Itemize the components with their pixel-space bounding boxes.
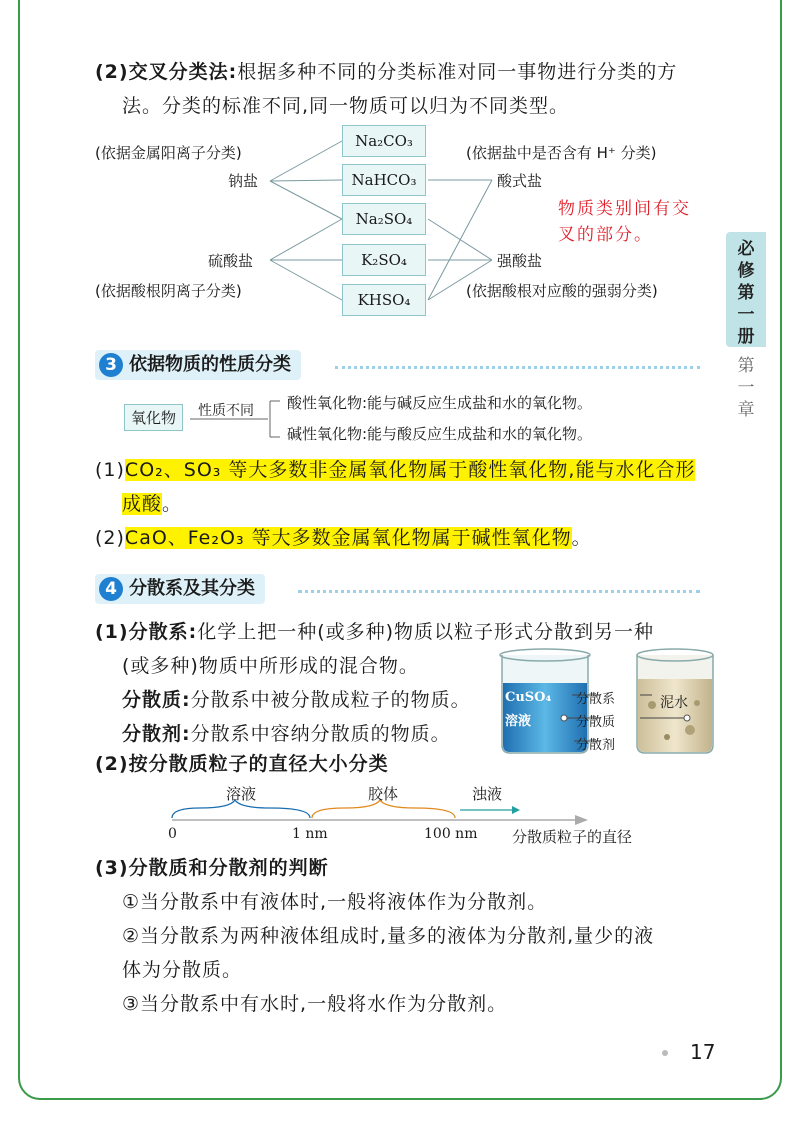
volume-char: 一 (737, 305, 755, 325)
rule-2: ②当分散系为两种液体组成时,量多的液体为分散剂,量少的液 (122, 925, 655, 947)
judge-title: 分散质和分散剂的判断 (128, 857, 329, 879)
item-2-highlight: CaO、Fe₂O₃ 等大多数金属氧化物属于碱性氧化物 (124, 527, 572, 549)
note-metal-cation: (依据金属阳离子分类) (95, 144, 242, 162)
item-1-highlight-1: CO₂、SO₃ 等大多数非金属氧化物属于酸性氧化物,能与水化合形 (124, 459, 696, 481)
page-number: 17 (690, 1040, 716, 1064)
formula-box-k2so4: K₂SO₄ (342, 244, 426, 276)
item-1-highlight-2: 成酸 (122, 493, 163, 515)
range-suspension: 浊液 (472, 785, 503, 803)
item-2-end: 。 (571, 527, 592, 549)
rule-2-cont: 体为分散质。 (122, 959, 243, 981)
rule-1: ①当分散系中有液体时,一般将液体作为分散剂。 (122, 891, 548, 913)
handwritten-note-line-1: 物质类别间有交 (558, 199, 691, 219)
volume-char: 修 (737, 261, 755, 281)
oxide-label: 氧化物 (124, 404, 183, 431)
chapter-char: 第 (737, 356, 755, 376)
note-h-plus: (依据盐中是否含有 H⁺ 分类) (466, 144, 657, 162)
size-num: (2) (95, 753, 129, 775)
label-dispersion-medium: 分散剂 (576, 738, 616, 753)
section-4-divider (298, 590, 700, 593)
formula-box-nahco3: NaHCO₃ (342, 164, 426, 196)
section-3-item-1 (95, 452, 695, 488)
judgement-title (95, 850, 329, 886)
beaker-cuso4-label: CuSO₄ (505, 690, 552, 705)
note-acid-strength: (依据酸根对应酸的强弱分类) (466, 282, 658, 300)
dispersion-def-line-2: (或多种)物质中所形成的混合物。 (122, 655, 419, 677)
handwritten-note-line-2: 叉的部分。 (558, 225, 653, 245)
cross-text-1: 根据多种不同的分类标准对同一事物进行分类的方 (237, 61, 678, 83)
section-3-title: 依据物质的性质分类 (95, 350, 301, 380)
formula-box-na2co3: Na₂CO₃ (342, 125, 426, 157)
cross-line-2: 法。分类的标准不同,同一物质可以归为不同类型。 (122, 95, 570, 117)
label-dispersed-phase: 分散质 (576, 715, 616, 730)
section-3-number: 3 (99, 353, 123, 377)
label-sulfate: 硫酸盐 (208, 252, 254, 270)
solute-def (122, 682, 471, 718)
volume-char: 第 (737, 283, 755, 303)
chapter-char: 一 (737, 378, 755, 398)
formula-box-khso4: KHSO₄ (342, 284, 426, 316)
solute-text: 分散系中被分散成粒子的物质。 (190, 689, 471, 711)
def-text-1: 化学上把一种(或多种)物质以粒子形式分散到另一种 (197, 621, 655, 643)
tick-0: 0 (168, 826, 177, 842)
cross-num: (2) (95, 61, 129, 83)
label-strong-acid-salt: 强酸盐 (497, 252, 543, 270)
note-acid-anion: (依据酸根阴离子分类) (95, 282, 242, 300)
chapter-char: 章 (737, 400, 755, 420)
section-3-divider (335, 366, 700, 369)
volume-char: 必 (737, 239, 755, 259)
formula-box-na2so4: Na₂SO₄ (342, 203, 426, 235)
beaker-solution-label: 溶液 (505, 714, 532, 729)
item-1-end: 。 (162, 493, 183, 515)
cross-term: 交叉分类法: (128, 61, 238, 83)
tick-100nm: 100 nm (424, 826, 478, 842)
label-dispersion-system: 分散系 (576, 692, 616, 707)
range-solution: 溶液 (226, 785, 257, 803)
axis-label: 分散质粒子的直径 (512, 828, 633, 846)
property-bracket (190, 395, 290, 445)
def-term: 分散系: (128, 621, 198, 643)
label-acid-salt: 酸式盐 (497, 172, 543, 190)
section-3-item-2 (95, 520, 592, 556)
item-2-num: (2) (95, 527, 125, 549)
size-classification-title (95, 746, 389, 782)
property-label: 性质不同 (198, 403, 254, 419)
def-num: (1) (95, 621, 129, 643)
acidic-oxide-def: 酸性氧化物:能与碱反应生成盐和水的氧化物。 (287, 394, 593, 412)
chapter-tab[interactable] (726, 355, 766, 421)
volume-char: 册 (737, 327, 755, 347)
basic-oxide-def: 碱性氧化物:能与酸反应生成盐和水的氧化物。 (287, 425, 593, 443)
label-sodium-salt: 钠盐 (228, 172, 259, 190)
page-number-dot (662, 1050, 668, 1056)
section-4-number: 4 (99, 577, 123, 601)
solute-term: 分散质: (122, 689, 191, 711)
item-1-num: (1) (95, 459, 125, 481)
tick-1nm: 1 nm (292, 826, 328, 842)
solvent-term: 分散剂: (122, 723, 191, 745)
beaker-mud-label: 泥水 (660, 695, 688, 711)
solvent-text: 分散系中容纳分散质的物质。 (190, 723, 451, 745)
section-3-item-1-cont (122, 486, 182, 522)
range-colloid: 胶体 (368, 785, 399, 803)
section-4-title: 分散系及其分类 (95, 574, 265, 604)
rule-3: ③当分散系中有水时,一般将水作为分散剂。 (122, 993, 508, 1015)
judge-num: (3) (95, 857, 129, 879)
size-title: 按分散质粒子的直径大小分类 (128, 753, 389, 775)
